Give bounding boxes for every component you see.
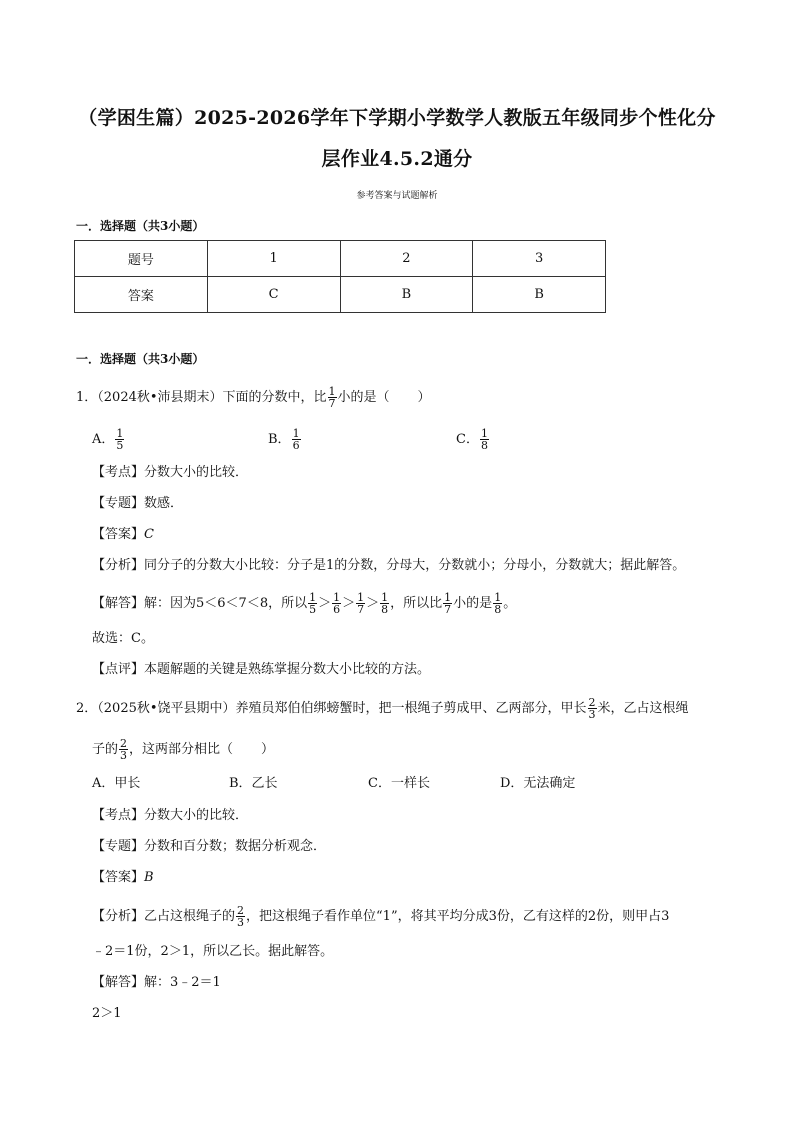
fraction <box>588 697 597 720</box>
tag-content: 数感． <box>144 496 184 511</box>
denominator: 5 <box>309 603 317 616</box>
denominator: 3 <box>588 708 596 721</box>
denominator: 5 <box>116 439 124 452</box>
option-label: B． <box>268 432 291 447</box>
q2-jieda-line2: 2＞1 <box>92 1006 122 1021</box>
tag-content: 小的是 <box>453 596 493 611</box>
q1-fenxi <box>92 557 685 575</box>
table-cell: B <box>340 277 473 313</box>
fraction <box>115 428 124 451</box>
numerator: 1 <box>381 591 389 604</box>
operator: ＞ <box>342 596 356 611</box>
denominator: 7 <box>444 603 452 616</box>
stem-text: ） <box>261 742 275 757</box>
section-heading: 一．选择题（共3小题） <box>76 352 205 366</box>
tag-label: 【解答】 <box>92 975 145 990</box>
fraction <box>480 428 489 451</box>
tag-content: 分数大小的比较． <box>144 465 249 480</box>
numerator: 1 <box>292 427 300 440</box>
fraction <box>292 428 301 451</box>
table-cell: 答案 <box>75 277 208 313</box>
tag-label: 【分析】 <box>92 558 145 573</box>
option-c <box>456 428 490 451</box>
fraction <box>308 592 317 615</box>
numerator: 1 <box>116 427 124 440</box>
q2-jieda <box>92 974 221 992</box>
fraction <box>356 592 365 615</box>
q1-kaodian <box>92 464 248 482</box>
numerator: 2 <box>120 737 128 750</box>
tag-label: 【考点】 <box>92 465 145 480</box>
table-row <box>75 277 606 313</box>
table-row <box>75 241 606 277</box>
numerator: 1 <box>309 591 317 604</box>
tag-content: 同分子的分数大小比较：分子是1的分数，分母大，分数就小；分母小，分数就大；据此解答。 <box>144 558 686 573</box>
tag-label: 【解答】 <box>92 596 145 611</box>
q2-zhuanti <box>92 838 326 856</box>
fraction <box>493 592 502 615</box>
fraction <box>443 592 452 615</box>
fraction <box>380 592 389 615</box>
tag-content: 分数和百分数；数据分析观念． <box>144 839 327 854</box>
q2-fenxi-line2: ﹣2＝1份，2＞1，所以乙长。据此解答。 <box>92 944 334 959</box>
denominator: 3 <box>237 916 245 929</box>
denominator: 8 <box>381 603 389 616</box>
tag-content: 乙占这根绳子的 <box>144 909 236 924</box>
table-cell: 2 <box>340 241 473 277</box>
operator: ＞ <box>318 596 332 611</box>
tag-content: 本题解题的关键是熟练掌握分数大小比较的方法。 <box>144 662 431 677</box>
q2-kaodian <box>92 807 248 825</box>
option-a <box>92 428 125 451</box>
numerator: 1 <box>444 591 452 604</box>
numerator: 1 <box>333 591 341 604</box>
q1-daan <box>92 526 154 544</box>
q1-zhuanti <box>92 495 183 513</box>
stem-text: 米，乙占这根绳 <box>597 701 689 716</box>
fraction <box>236 905 245 928</box>
option-c: C．一样长 <box>368 776 430 791</box>
option-a: A．甲长 <box>92 776 141 791</box>
numerator: 1 <box>357 591 365 604</box>
stem-text: ，这两部分相比（ <box>129 742 234 757</box>
stem-text: 小的是（ <box>337 390 390 405</box>
table-cell: C <box>207 277 340 313</box>
tag-label: 【考点】 <box>92 808 145 823</box>
denominator: 8 <box>480 439 488 452</box>
stem-text: ） <box>417 390 431 405</box>
option-d: D．无法确定 <box>500 776 576 791</box>
numerator: 1 <box>328 385 336 398</box>
numerator: 2 <box>588 696 596 709</box>
q1-jieda <box>92 592 516 615</box>
option-label: A． <box>92 432 115 447</box>
operator: ＞ <box>366 596 380 611</box>
tag-content: 。 <box>503 596 517 611</box>
tag-label: 【分析】 <box>92 909 145 924</box>
table-cell: 题号 <box>75 241 208 277</box>
fraction <box>328 386 337 409</box>
fraction <box>119 738 128 761</box>
question-1-stem <box>76 386 431 409</box>
q2-daan <box>92 869 154 887</box>
stem-text: 子的 <box>92 742 119 757</box>
q1-guxuan: 故选：C。 <box>92 631 154 646</box>
tag-label: 【专题】 <box>92 839 145 854</box>
denominator: 6 <box>292 439 300 452</box>
tag-content: ，把这根绳子看作单位“1”，将其平均分成3份，乙有这样的2份，则甲占3 <box>246 909 670 924</box>
tag-content: ，所以比 <box>390 596 443 611</box>
tag-content: 解：因为5＜6＜7＜8，所以 <box>144 596 308 611</box>
table-cell: 3 <box>473 241 606 277</box>
tag-label: 【答案】 <box>92 870 145 885</box>
answer-table <box>74 240 606 313</box>
denominator: 7 <box>357 603 365 616</box>
tag-content: B <box>144 870 154 885</box>
question-2-stem <box>76 697 689 720</box>
page-subtitle: 参考答案与试题解析 <box>356 191 438 201</box>
denominator: 7 <box>328 397 336 410</box>
denominator: 8 <box>494 603 502 616</box>
option-b: B．乙长 <box>229 776 278 791</box>
numerator: 1 <box>494 591 502 604</box>
numerator: 1 <box>480 427 488 440</box>
tag-content: C <box>144 527 154 542</box>
page-title-line2: 层作业4.5.2通分 <box>321 148 473 170</box>
denominator: 3 <box>120 749 128 762</box>
option-label: C． <box>456 432 479 447</box>
stem-text: 2．（2025秋•饶平县期中）养殖员郑伯伯绑螃蟹时，把一根绳子剪成甲、乙两部分，甲长 <box>76 701 587 716</box>
question-2-stem-line2 <box>92 738 274 761</box>
fraction <box>332 592 341 615</box>
numerator: 2 <box>237 904 245 917</box>
tag-label: 【答案】 <box>92 527 145 542</box>
option-b <box>268 428 302 451</box>
tag-content: 解：3﹣2＝1 <box>144 975 221 990</box>
q2-fenxi <box>92 905 669 928</box>
tag-label: 【点评】 <box>92 662 145 677</box>
section-heading: 一．选择题（共3小题） <box>76 219 205 233</box>
tag-label: 【专题】 <box>92 496 145 511</box>
denominator: 6 <box>333 603 341 616</box>
table-cell: 1 <box>207 241 340 277</box>
page-title-line1: （学困生篇）2025-2026学年下学期小学数学人教版五年级同步个性化分 <box>78 107 716 129</box>
q1-dianping <box>92 661 430 679</box>
table-cell: B <box>473 277 606 313</box>
tag-content: 分数大小的比较． <box>144 808 249 823</box>
stem-text: 1．（2024秋•沛县期末）下面的分数中，比 <box>76 390 327 405</box>
